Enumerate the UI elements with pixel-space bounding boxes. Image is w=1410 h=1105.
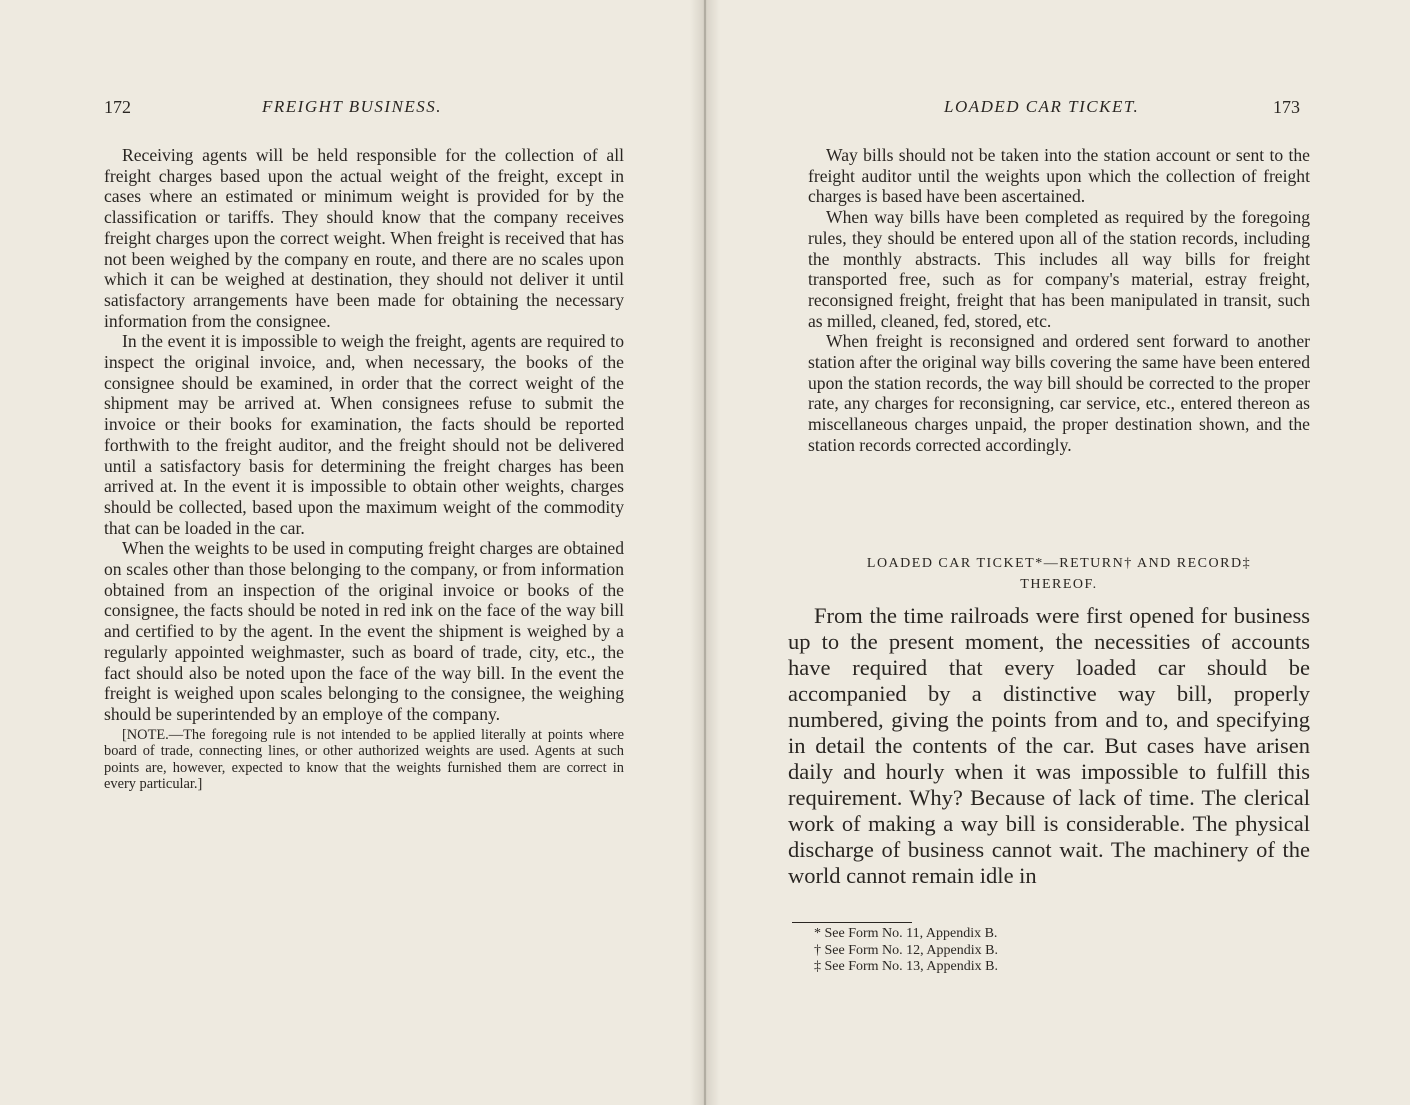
footnote: * See Form No. 11, Appendix B.	[814, 926, 998, 941]
book-gutter	[690, 0, 720, 1105]
section-title-line: THEREOF.	[1020, 577, 1098, 592]
running-head-left: FREIGHT BUSINESS.	[262, 97, 443, 116]
footnote: † See Form No. 12, Appendix B.	[814, 942, 998, 958]
right-page-body	[808, 145, 1310, 456]
right-page	[704, 0, 1410, 1105]
paragraph: From the time railroads were first opened for business up to the present moment, the necessities of accounts have required that every loaded car should be accompanied by a distinctive way bill, properly numbered, giving the points from and to, and specifying in detail the contents of the car. But cases have arisen daily and hourly when it was impossible to fulfill this requirement. Why? Because of lack of time. The clerical work of making a way bill is considerable. The physical discharge of business cannot wait. The machinery of the world cannot remain idle in	[788, 603, 1310, 888]
paragraph: Receiving agents will be held responsible for the collection of all freight charges based upon the actual weight of the freight, except in cases where an estimated or minimum weight is provided for by the classification or tariffs. They should know that the company receives freight charges upon the correct weight. When freight is received that has not been weighed by the company en route, and there are no scales upon which it can be weighed at destination, they should not deliver it until satisfactory arrangements have been made for obtaining the necessary information from the consignee.	[104, 145, 624, 331]
paragraph: When way bills have been completed as required by the foregoing rules, they should be entered upon all of the station records, including the monthly abstracts. This includes all way bills for freight transported free, such as for company's material, estray freight, reconsigned freight, freight that has been manipulated in transit, such as milled, cleaned, fed, stored, etc.	[808, 207, 1310, 331]
page-number-left: 172	[104, 97, 131, 117]
footnotes	[814, 926, 998, 976]
paragraph: When the weights to be used in computing freight charges are obtained on scales other than those belonging to the company, or from information obtained from an inspection of the original invoice or books of the consignee, the facts should be noted in red ink on the face of the way bill and certified to by the agent. In the event the shipment is weighed by a regularly appointed weighmaster, such as board of trade, city, etc., the fact should also be noted upon the face of the way bill. In the event the freight is weighed upon scales belonging to the consignee, the weighing should be superintended by an employe of the company.	[104, 538, 624, 724]
footnote: ‡ See Form No. 13, Appendix B.	[814, 959, 998, 974]
section-title	[808, 553, 1310, 595]
footnote-rule	[792, 922, 912, 923]
note: [NOTE.—The foregoing rule is not intended to be applied literally at points where board of trade, connecting lines, or other authorized weights are used. Agents at such points are, however, expected to know that the weights furnished them are correct in every particular.]	[104, 726, 624, 793]
paragraph: In the event it is impossible to weigh the freight, agents are required to inspect the original invoice, and, when necessary, the books of the consignee should be examined, in order that the correct weight of the shipment may be arrived at. When consignees refuse to submit the invoice or their books for examination, the facts should be reported forthwith to the freight auditor, and the freight should not be delivered until a satisfactory basis for determining the freight charges has been arrived at. In the event it is impossible to obtain other weights, charges should be collected, based upon the maximum weight of the commodity that can be loaded in the car.	[104, 331, 624, 538]
running-head-right: LOADED CAR TICKET.	[944, 97, 1140, 116]
large-text-body	[788, 603, 1310, 889]
page-number-right: 173	[1273, 97, 1300, 117]
paragraph: When freight is reconsigned and ordered sent forward to another station after the original way bills covering the same have been entered upon the station records, the way bill should be corrected to the proper rate, any charges for reconsigning, car service, etc., entered thereon as miscellaneous charges unpaid, the proper destination shown, and the station records corrected accordingly.	[808, 331, 1310, 455]
left-page-body	[104, 145, 624, 793]
left-page	[0, 0, 704, 1105]
paragraph: Way bills should not be taken into the station account or sent to the freight auditor until the weights upon which the collection of freight charges is based have been ascertained.	[808, 145, 1310, 207]
section-title-line: LOADED CAR TICKET*—RETURN† AND RECORD‡	[866, 556, 1252, 571]
